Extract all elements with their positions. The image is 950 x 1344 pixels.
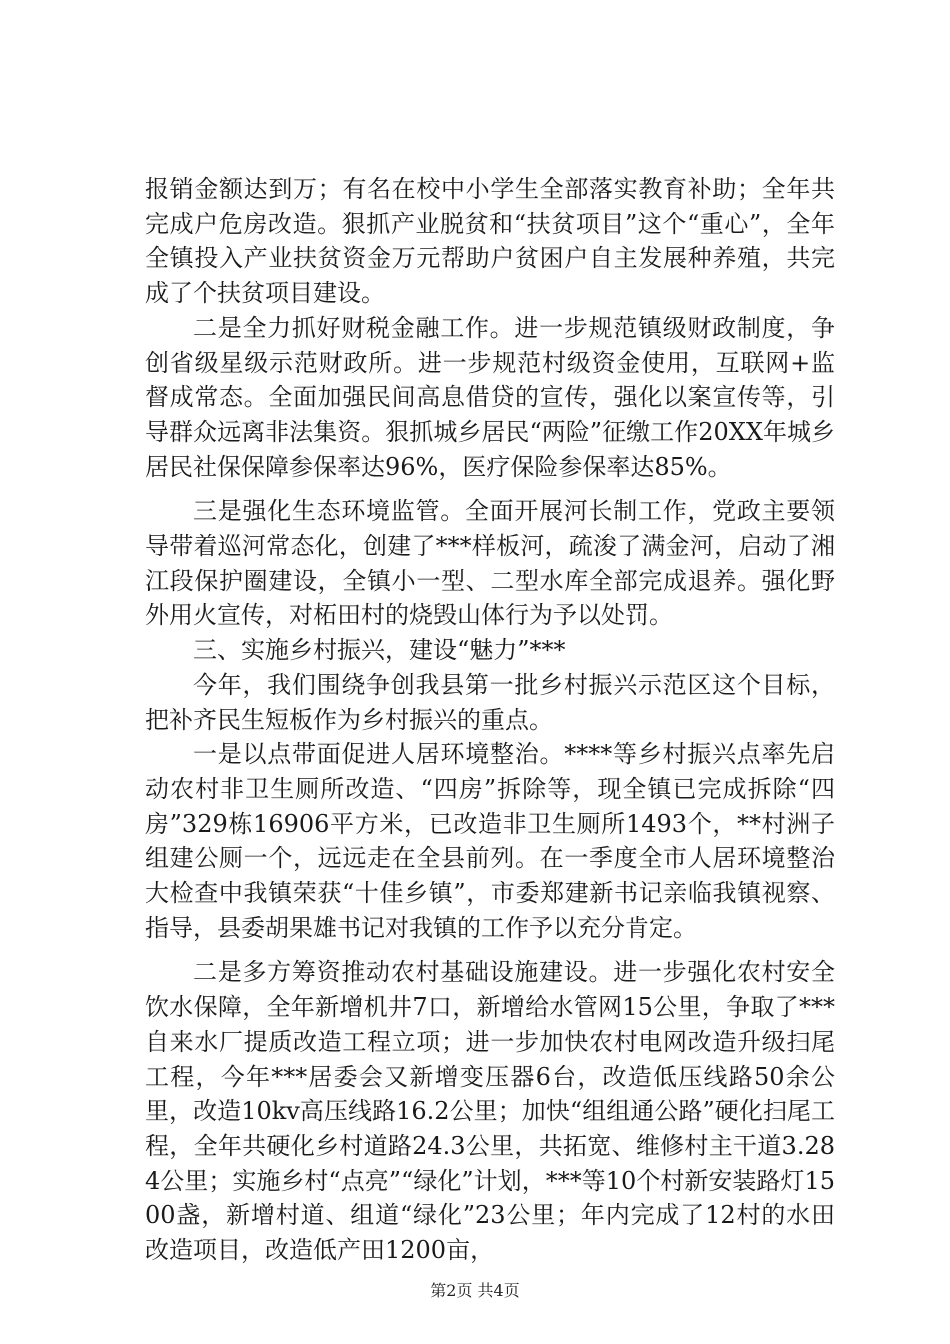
paragraph-continuation: 报销金额达到万；有名在校中小学生全部落实教育补助；全年共完成户危房改造。狠抓产业脱贫和“扶贫项目”这个“重心”，全年全镇投入产业扶贫资金万元帮助户贫困户自主发展种养殖，共完成了个扶贫项目建设。 (145, 175, 835, 308)
section-heading: 三、实施乡村振兴，建设“魅力”*** (193, 636, 566, 665)
paragraph-intro: 今年，我们围绕争创我县第一批乡村振兴示范区这个目标，把补齐民生短板作为乡村振兴的重点。 (145, 670, 835, 734)
paragraph-finance-tax: 二是全力抓好财税金融工作。进一步规范镇级财政制度，争创省级星级示范财政所。进一步规范村级资金使用，互联网+监督成常态。全面加强民间高息借贷的宣传，强化以案宣传等，引导群众远离非法集资。狠抓城乡居民“两险”征缴工作20XX年城乡居民社保保障参保率达96%，医疗保险参保率达85%。 (145, 313, 835, 481)
page-footer: 第2页 共4页 (430, 1281, 520, 1300)
paragraph-environment: 一是以点带面促进人居环境整治。****等乡村振兴点率先启动农村非卫生厕所改造、“四房”拆除等，现全镇已完成拆除“四房”329栋16906平方米，已改造非卫生厕所1493个，**村洲子组建公厕一个，远远走在全县前列。在一季度全市人居环境整治大检查中我镇荣获“十佳乡镇”，市委郑建新书记亲临我镇视察、指导，县委胡果雄书记对我镇的工作予以充分肯定。 (145, 740, 835, 942)
paragraph-infrastructure: 二是多方筹资推动农村基础设施建设。进一步强化农村安全饮水保障，全年新增机井7口，新增给水管网15公里，争取了***自来水厂提质改造工程立项；进一步加快农村电网改造升级扫尾工程，今年***居委会又新增变压器6台，改造低压线路50余公里，改造10kv高压线路16.2公里；加快“组组通公路”硬化扫尾工程，全年共硬化乡村道路24.3公里，共拓宽、维修村主干道3.284公里；实施乡村“点亮”“绿化”计划，***等10个村新安装路灯1500盏，新增村道、组道“绿化”23公里；年内完成了12村的水田改造项目，改造低产田1200亩， (145, 958, 835, 1265)
document-body (145, 172, 835, 1268)
paragraph-ecology: 三是强化生态环境监管。全面开展河长制工作，党政主要领导带着巡河常态化，创建了***样板河，疏浚了满金河，启动了湘江段保护圈建设，全镇小一型、二型水库全部完成退养。强化野外用火宣传，对柘田村的烧毁山体行为予以处罚。 (145, 497, 835, 630)
